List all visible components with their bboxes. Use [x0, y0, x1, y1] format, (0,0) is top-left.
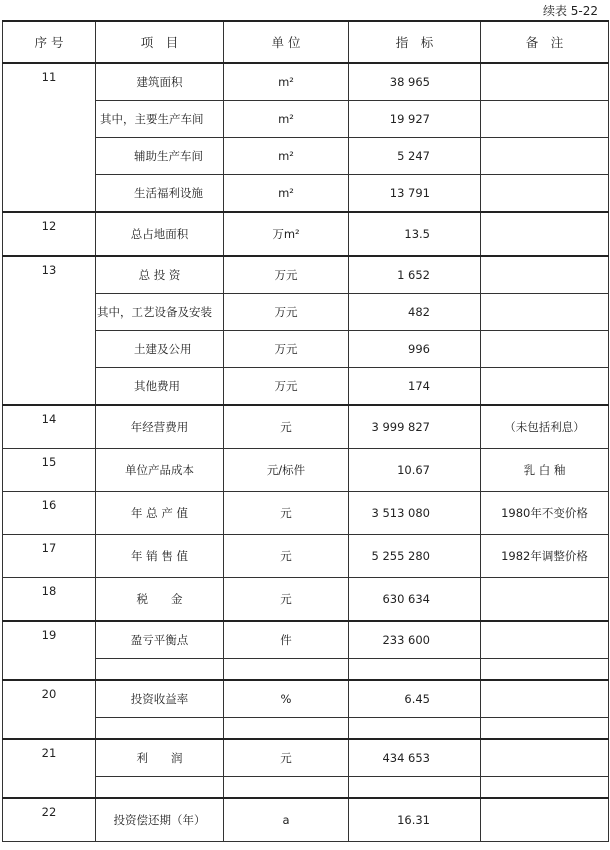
header-value: 指 标 — [349, 21, 481, 63]
row-number: 15 — [3, 449, 96, 492]
header-row — [3, 21, 609, 63]
unit-cell: % — [224, 680, 349, 718]
value-cell: 38 965 — [349, 63, 481, 101]
item-cell: 年经营费用 — [96, 405, 224, 449]
unit-cell: 元 — [224, 739, 349, 777]
item-cell: 年 总 产 值 — [96, 492, 224, 535]
unit-cell: 万元 — [224, 331, 349, 368]
value-cell: 3 513 080 — [349, 492, 481, 535]
row-number: 18 — [3, 578, 96, 622]
unit-cell: 元 — [224, 535, 349, 578]
unit-cell: 万元 — [224, 294, 349, 331]
value-cell: 3 999 827 — [349, 405, 481, 449]
value-cell: 174 — [349, 368, 481, 406]
item-cell: 其他费用 — [96, 368, 224, 406]
note-cell: 乳 白 釉 — [481, 449, 609, 492]
row-number: 22 — [3, 798, 96, 842]
row-number: 14 — [3, 405, 96, 449]
table-row — [3, 449, 609, 492]
value-cell: 5 247 — [349, 138, 481, 175]
note-cell — [481, 680, 609, 718]
item-cell: 盈亏平衡点 — [96, 621, 224, 659]
item-cell: 总占地面积 — [96, 212, 224, 256]
value-cell: 233 600 — [349, 621, 481, 659]
header-unit: 单 位 — [224, 21, 349, 63]
table-row — [3, 739, 609, 777]
note-cell — [481, 256, 609, 294]
value-cell: 996 — [349, 331, 481, 368]
item-cell: 建筑面积 — [96, 63, 224, 101]
value-cell: 16.31 — [349, 798, 481, 842]
item-cell: 单位产品成本 — [96, 449, 224, 492]
unit-cell: 万m² — [224, 212, 349, 256]
item-cell: 投资收益率 — [96, 680, 224, 718]
table-row — [3, 621, 609, 659]
value-cell: 630 634 — [349, 578, 481, 622]
row-number: 17 — [3, 535, 96, 578]
table-caption: 续表 5-22 — [542, 4, 598, 18]
table-row — [3, 63, 609, 101]
item-cell: 土建及公用 — [96, 331, 224, 368]
note-cell: 1982年调整价格 — [481, 535, 609, 578]
table-row — [3, 212, 609, 256]
note-cell — [481, 175, 609, 213]
note-cell — [481, 138, 609, 175]
value-cell: 13.5 — [349, 212, 481, 256]
table-row — [3, 405, 609, 449]
unit-cell: 元 — [224, 492, 349, 535]
table-row — [3, 578, 609, 622]
note-cell — [481, 63, 609, 101]
data-table — [2, 20, 609, 842]
item-cell: 生活福利设施 — [96, 175, 224, 213]
unit-cell: 万元 — [224, 368, 349, 406]
unit-cell: 元/标件 — [224, 449, 349, 492]
unit-cell: m² — [224, 63, 349, 101]
note-cell: 1980年不变价格 — [481, 492, 609, 535]
item-cell: 总 投 资 — [96, 256, 224, 294]
table-row — [3, 680, 609, 718]
row-number: 20 — [3, 680, 96, 739]
note-cell — [481, 578, 609, 622]
note-cell — [481, 739, 609, 777]
value-cell: 19 927 — [349, 101, 481, 138]
value-cell: 482 — [349, 294, 481, 331]
unit-cell: 元 — [224, 578, 349, 622]
unit-cell: 件 — [224, 621, 349, 659]
note-cell: （未包括利息） — [481, 405, 609, 449]
unit-cell: m² — [224, 175, 349, 213]
unit-cell: m² — [224, 138, 349, 175]
note-cell — [481, 212, 609, 256]
row-number: 12 — [3, 212, 96, 256]
header-no: 序 号 — [3, 21, 96, 63]
item-cell: 利 润 — [96, 739, 224, 777]
unit-cell: 万元 — [224, 256, 349, 294]
table-row — [3, 256, 609, 294]
value-cell: 13 791 — [349, 175, 481, 213]
note-cell — [481, 294, 609, 331]
unit-cell: a — [224, 798, 349, 842]
note-cell — [481, 621, 609, 659]
item-cell: 税 金 — [96, 578, 224, 622]
row-number: 11 — [3, 63, 96, 212]
note-cell — [481, 101, 609, 138]
value-cell: 6.45 — [349, 680, 481, 718]
table-row — [3, 535, 609, 578]
header-item: 项 目 — [96, 21, 224, 63]
header-note: 备 注 — [481, 21, 609, 63]
item-cell: 投资偿还期（年） — [96, 798, 224, 842]
table-row — [3, 798, 609, 842]
value-cell: 434 653 — [349, 739, 481, 777]
note-cell — [481, 798, 609, 842]
note-cell — [481, 331, 609, 368]
item-cell: 其中，主要生产车间 — [96, 101, 224, 138]
row-number: 16 — [3, 492, 96, 535]
table-row — [3, 492, 609, 535]
row-number: 19 — [3, 621, 96, 680]
row-number: 21 — [3, 739, 96, 798]
value-cell: 1 652 — [349, 256, 481, 294]
unit-cell: 元 — [224, 405, 349, 449]
row-number: 13 — [3, 256, 96, 405]
value-cell: 5 255 280 — [349, 535, 481, 578]
item-cell: 其中，工艺设备及安装 — [96, 294, 224, 331]
value-cell: 10.67 — [349, 449, 481, 492]
item-cell: 年 销 售 值 — [96, 535, 224, 578]
item-cell: 辅助生产车间 — [96, 138, 224, 175]
unit-cell: m² — [224, 101, 349, 138]
note-cell — [481, 368, 609, 406]
